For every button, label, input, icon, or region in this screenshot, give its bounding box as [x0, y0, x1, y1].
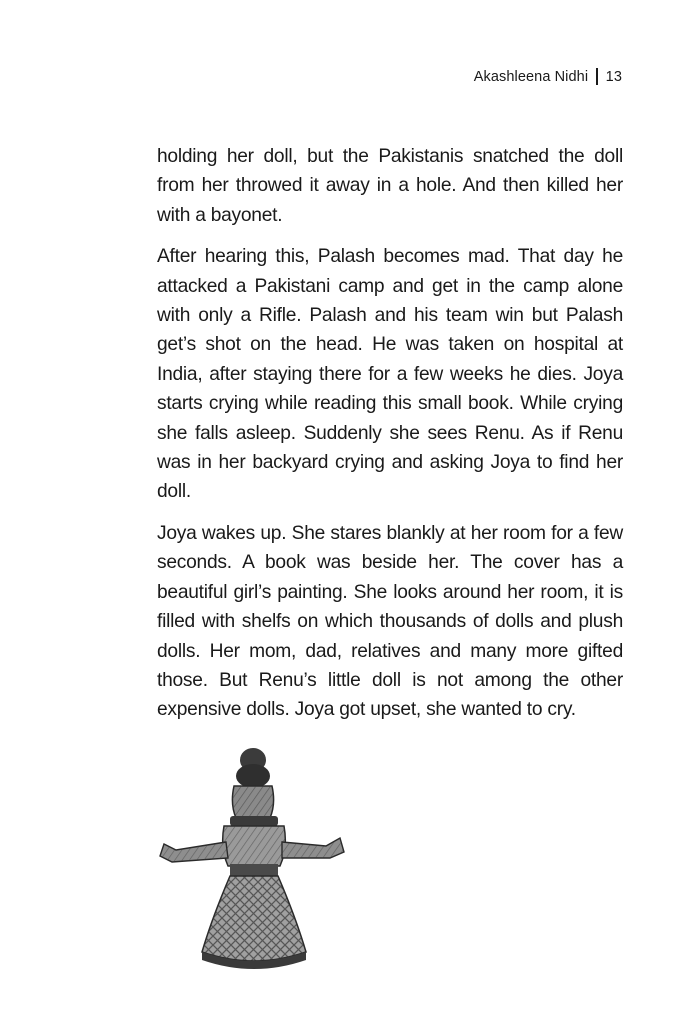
body-text — [157, 142, 623, 737]
paragraph-1: holding her doll, but the Pakistanis snatched the doll from her throwed it away in a hole. And then killed her with a bayonet. — [157, 146, 623, 226]
page-number: 13 — [605, 68, 622, 85]
author-name: Akashleena Nidhi — [473, 68, 589, 85]
running-header — [474, 68, 622, 85]
doll-illustration — [150, 738, 350, 978]
paragraph-3: Joya wakes up. She stares blankly at her room for a few seconds. A book was beside her. The cover has a beautiful girl’s painting. She looks around her room, it is filled with shelfs on which thousands of dolls and plush dolls. Her mom, dad, relatives and many more gifted those. But Renu’s little doll is not among the other expensive dolls. Joya got upset, she wanted to cry. — [157, 522, 623, 721]
header-divider — [596, 68, 598, 85]
doll-icon — [150, 738, 350, 978]
paragraph-2: After hearing this, Palash becomes mad. That day he attacked a Pakistani camp and get in the camp alone with only a Rifle. Palash and his team win but Palash get’s shot on the head. He was taken on hospital at India, after staying there for a few weeks he dies. Joya starts crying while reading this small book. While crying she falls asleep. Suddenly she sees Renu. As if Renu was in her backyard crying and asking Joya to find her doll. — [157, 246, 623, 503]
